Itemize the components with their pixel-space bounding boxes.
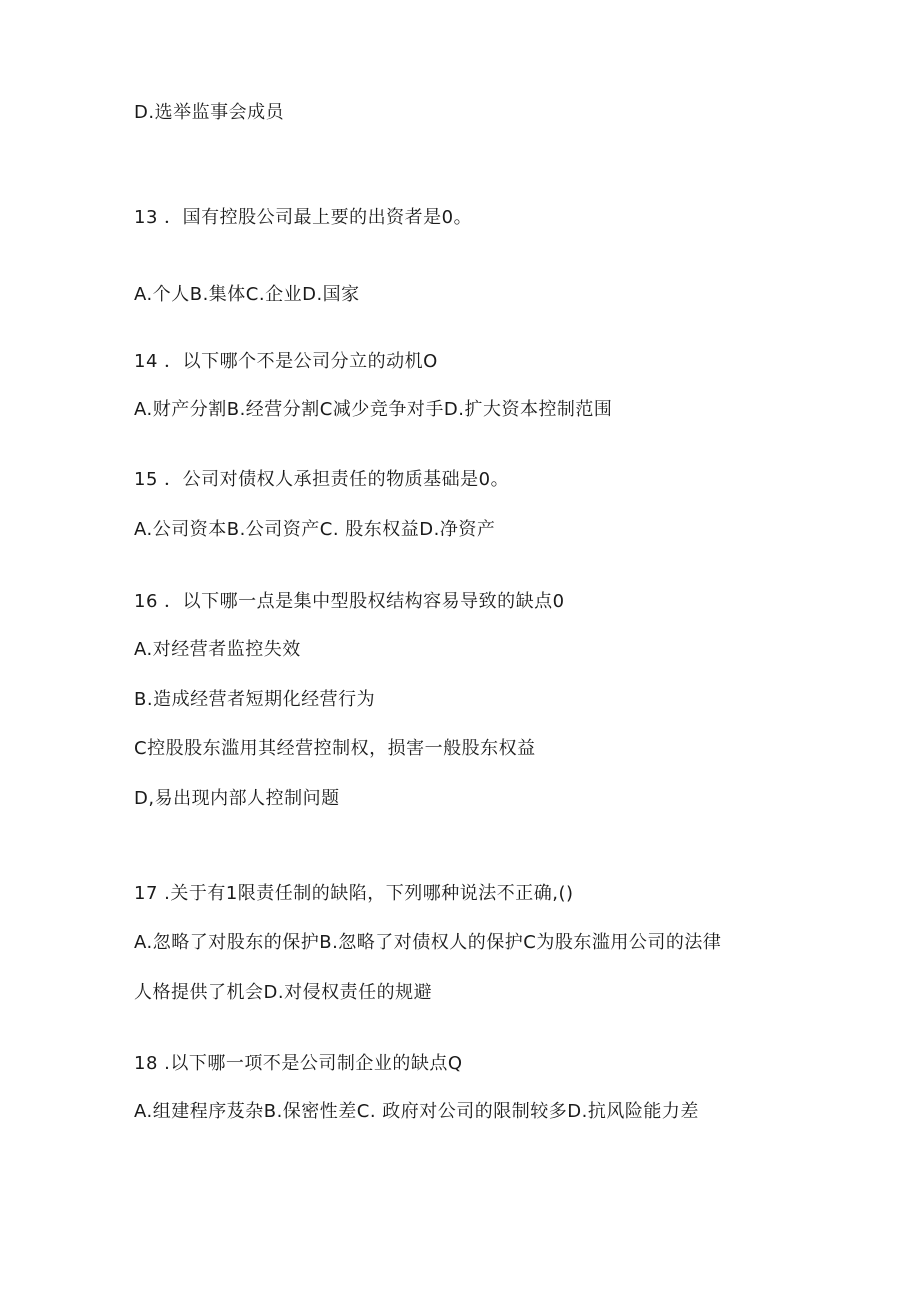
question-16-option-c: C控股股东滥用其经营控制权，损害一般股东权益 <box>134 738 536 759</box>
option-line: D.选举监事会成员 <box>134 102 285 123</box>
question-14: 14 ．以下哪个不是公司分立的动机O <box>134 351 438 372</box>
question-13: 13 ．国有控股公司最上要的出资者是0。 <box>134 207 473 228</box>
question-16-option-d: D,易出现内部人控制问题 <box>134 788 340 809</box>
question-16: 16 ．以下哪一点是集中型股权结构容易导致的缺点0 <box>134 591 565 612</box>
question-15: 15 ．公司对债权人承担责任的物质基础是0。 <box>134 469 510 490</box>
question-17-options-line-1: A.忽略了对股东的保护B.忽略了对债权人的保护C为股东滥用公司的法律 <box>134 932 722 953</box>
question-16-option-a: A.对经营者监控失效 <box>134 639 301 660</box>
question-17: 17 .关于有1限责任制的缺陷，下列哪种说法不正确,() <box>134 883 574 904</box>
question-18: 18 .以下哪一项不是公司制企业的缺点Q <box>134 1053 463 1074</box>
question-13-options: A.个人B.集体C.企业D.国家 <box>134 284 360 305</box>
question-14-options: A.财产分割B.经营分割C减少竞争对手D.扩大资本控制范围 <box>134 399 613 420</box>
question-16-option-b: B.造成经营者短期化经营行为 <box>134 689 376 710</box>
question-15-options: A.公司资本B.公司资产C. 股东权益D.净资产 <box>134 519 496 540</box>
question-18-options: A.组建程序芨杂B.保密性差C. 政府对公司的限制较多D.抗风险能力差 <box>134 1101 699 1122</box>
question-17-options-line-2: 人格提供了机会D.对侵权责任的规避 <box>134 982 433 1003</box>
